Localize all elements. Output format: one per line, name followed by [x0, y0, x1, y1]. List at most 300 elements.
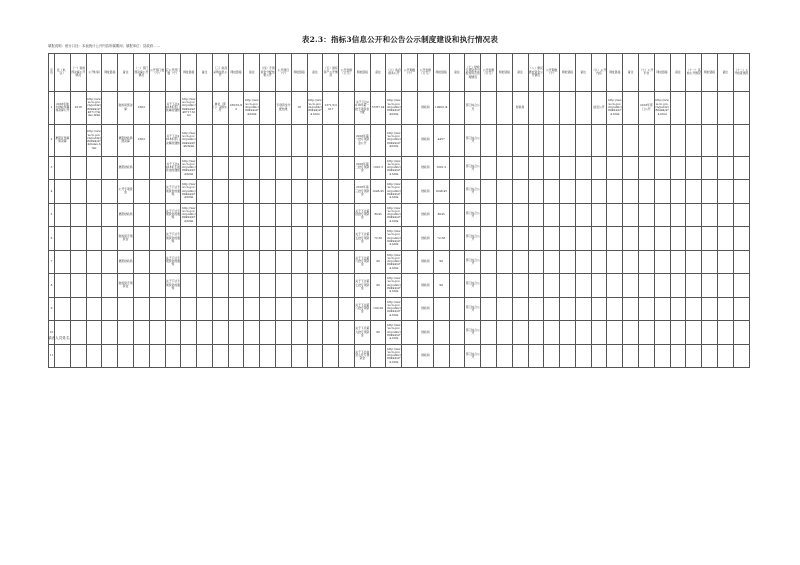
table-cell: 财政局 — [418, 344, 434, 368]
table-cell — [702, 91, 718, 124]
table-cell: 4457 — [433, 124, 449, 156]
table-cell — [638, 250, 654, 274]
table-cell — [323, 344, 339, 368]
table-cell: http://www.cn.gov.cn/public/80494/474.html — [386, 344, 402, 368]
column-header: （十一）其他公开情况 — [686, 54, 702, 92]
header-row — [49, 54, 750, 92]
table-cell: 72.36 — [370, 227, 386, 251]
table-cell: 1048.45 — [433, 180, 449, 204]
column-header: 公开金额（万元） — [418, 54, 434, 92]
table-cell — [481, 203, 497, 227]
table-cell — [496, 250, 512, 274]
table-cell: 部门综合公开 — [465, 156, 481, 180]
table-cell — [291, 180, 307, 204]
table-cell — [149, 180, 165, 204]
table-cell — [512, 274, 528, 298]
table-cell — [212, 321, 228, 345]
table-cell — [449, 297, 465, 321]
column-header: 备注 — [512, 54, 528, 92]
table-cell: http://www.cn.gov.cn/public/80494/474.html — [386, 250, 402, 274]
table-cell: 96 — [433, 250, 449, 274]
table-cell — [276, 250, 292, 274]
table-cell — [55, 203, 71, 227]
table-cell: 部门综合公开 — [465, 321, 481, 345]
table-cell: 专项资金分配结果 — [276, 91, 292, 124]
column-header: 公开金额（万元） — [339, 54, 355, 92]
table-cell: http://www.cn.gov.cn/public/80494/474.html — [307, 91, 323, 124]
table-cell — [244, 180, 260, 204]
table-cell — [623, 91, 639, 124]
table-cell — [339, 297, 355, 321]
table-cell: 财政局 — [418, 297, 434, 321]
table-cell — [291, 321, 307, 345]
table-cell — [496, 274, 512, 298]
table-cell — [181, 321, 197, 345]
table-cell — [291, 156, 307, 180]
table-cell — [339, 124, 355, 156]
table-cell — [260, 344, 276, 368]
table-cell: http://www.cn.gov.cn/public/80494/474.html — [386, 227, 402, 251]
table-cell — [102, 297, 118, 321]
table-cell: 部门综合公开 — [465, 203, 481, 227]
table-cell: 单位（部门）采购公开 — [212, 91, 228, 124]
table-cell — [496, 91, 512, 124]
table-cell: 11 — [49, 344, 55, 368]
table-cell — [702, 227, 718, 251]
table-cell — [339, 91, 355, 124]
table-cell: http://www.cn.gov.cn/public/80494/474/index.html — [86, 124, 102, 156]
table-cell: 4 — [49, 180, 55, 204]
table-cell: 部门综合公开 — [465, 250, 481, 274]
table-cell — [686, 321, 702, 345]
table-cell — [670, 227, 686, 251]
table-cell — [307, 203, 323, 227]
table-cell — [260, 227, 276, 251]
column-header: （五）国有资产公开情况 — [323, 54, 339, 92]
table-cell — [654, 156, 670, 180]
table-cell — [512, 203, 528, 227]
table-cell — [544, 124, 560, 156]
table-cell: 公开专项资金 — [118, 180, 134, 204]
table-cell — [623, 250, 639, 274]
table-cell: 关于下达第五批专项资金 — [354, 227, 370, 251]
table-cell: 财政局 — [418, 250, 434, 274]
table-cell: http://www.cn.gov.cn/public/80494/474/html — [181, 203, 197, 227]
table-cell — [623, 297, 639, 321]
table-cell — [291, 344, 307, 368]
table-cell — [402, 156, 418, 180]
table-cell — [591, 297, 607, 321]
table-cell: http://www.cn.gov.cn/public/80494/474.html — [386, 274, 402, 298]
table-cell — [623, 344, 639, 368]
table-cell — [149, 203, 165, 227]
table-cell — [702, 124, 718, 156]
table-cell — [686, 274, 702, 298]
table-cell: 关于下达2018年专项资金的通知 — [165, 156, 181, 180]
table-cell — [717, 124, 733, 156]
table-cell — [133, 250, 149, 274]
table-cell: 财政局 — [418, 180, 434, 204]
column-header: 备注 — [623, 54, 639, 92]
table-cell — [323, 156, 339, 180]
table-cell: http://www.cn.gov.cn/public/80494/474.html — [386, 180, 402, 204]
table-cell — [654, 203, 670, 227]
table-cell — [702, 250, 718, 274]
table-cell: 96 — [370, 321, 386, 345]
table-cell: 关于下达第四批专项资金 — [354, 203, 370, 227]
table-cell — [575, 91, 591, 124]
table-cell — [717, 344, 733, 368]
table-cell: http://www.cn.gov.cn/public/80494/474/html — [181, 156, 197, 180]
table-body — [49, 91, 750, 368]
table-cell — [291, 274, 307, 298]
table-cell — [244, 344, 260, 368]
table-cell — [149, 321, 165, 345]
table-cell — [481, 321, 497, 345]
table-cell — [512, 156, 528, 180]
table-cell: http://www.cn.gov.cn/public/80494/474/html — [386, 124, 402, 156]
table-cell — [575, 344, 591, 368]
table-cell: http://www.cn.gov.cn/public/80494/474.html — [386, 321, 402, 345]
table-cell — [165, 297, 181, 321]
table-row — [49, 156, 750, 180]
table-cell — [686, 227, 702, 251]
table-cell — [307, 250, 323, 274]
table-cell — [512, 297, 528, 321]
table-cell — [260, 274, 276, 298]
table-cell — [197, 250, 213, 274]
table-cell — [102, 227, 118, 251]
table-cell — [717, 250, 733, 274]
table-cell: 18 — [291, 91, 307, 124]
table-cell — [496, 180, 512, 204]
table-cell: 关于下达2018年部门决算的通知 — [165, 124, 181, 156]
table-cell — [702, 156, 718, 180]
table-cell — [402, 91, 418, 124]
table-cell — [433, 344, 449, 368]
table-cell — [260, 124, 276, 156]
column-header: 备注 — [307, 54, 323, 92]
table-cell — [197, 274, 213, 298]
table-cell — [118, 321, 134, 345]
table-cell — [654, 227, 670, 251]
table-cell — [197, 297, 213, 321]
table-cell: http://www.cn.gov.cn/public/80494/4746/html — [181, 124, 197, 156]
column-header: 网址链接 — [291, 54, 307, 92]
table-cell — [244, 124, 260, 156]
table-cell — [260, 180, 276, 204]
column-header: （七）财政专项资金分配使用及管理情况 — [465, 54, 481, 92]
table-cell — [339, 180, 355, 204]
table-cell — [544, 91, 560, 124]
table-cell — [276, 124, 292, 156]
table-cell — [670, 274, 686, 298]
table-cell — [197, 156, 213, 180]
table-cell: http://www.cn.gov.cn/public/80494/474/html — [244, 91, 260, 124]
table-cell — [733, 91, 749, 124]
column-header: 网址链接 — [354, 54, 370, 92]
table-cell — [244, 227, 260, 251]
table-cell — [702, 344, 718, 368]
table-cell — [260, 297, 276, 321]
table-cell: 财政局 — [418, 203, 434, 227]
table-cell — [528, 321, 544, 345]
table-cell — [591, 203, 607, 227]
table-cell — [102, 321, 118, 345]
table-cell — [623, 227, 639, 251]
table-cell — [102, 180, 118, 204]
column-header: （十）公开平台 — [638, 54, 654, 92]
table-cell — [133, 297, 149, 321]
column-header: （九）公开内容 — [591, 54, 607, 92]
table-cell — [86, 344, 102, 368]
table-cell — [133, 156, 149, 180]
table-cell — [670, 156, 686, 180]
table-cell: http://www.cn.gov.cn/public/80494/474.html — [386, 297, 402, 321]
table-cell — [670, 344, 686, 368]
table-cell — [512, 124, 528, 156]
table-cell — [702, 180, 718, 204]
table-cell — [702, 203, 718, 227]
table-cell: 部门综合公开 — [465, 227, 481, 251]
table-cell — [733, 203, 749, 227]
table-cell: 财政局 — [418, 91, 434, 124]
table-cell — [244, 274, 260, 298]
table-cell — [55, 297, 71, 321]
table-cell — [323, 297, 339, 321]
table-cell — [496, 344, 512, 368]
table-cell — [575, 274, 591, 298]
table-cell: 关于下达第七批专项资金 — [354, 274, 370, 298]
table-cell: http://www.cn.gov.cn/public/80494/4746717.html — [181, 91, 197, 124]
table-cell — [560, 274, 576, 298]
table-cell — [133, 227, 149, 251]
table-cell — [686, 156, 702, 180]
table-cell — [402, 297, 418, 321]
table-cell: 8045 — [433, 203, 449, 227]
table-cell — [339, 250, 355, 274]
table-cell — [402, 203, 418, 227]
table-cell: 1990/1/4 — [433, 91, 449, 124]
table-cell — [575, 297, 591, 321]
table-cell — [402, 321, 418, 345]
table-cell: 关于下达专项资金的通知 — [165, 180, 181, 204]
table-cell — [307, 227, 323, 251]
table-cell: 57/87.24 — [370, 91, 386, 124]
table-cell: 惠阳财政局 — [118, 203, 134, 227]
table-cell: http://www.cn.gov.cn/public/80494/474.html — [654, 91, 670, 124]
table-cell: 关于下达信息公开专项资金 — [354, 344, 370, 368]
table-cell — [70, 227, 86, 251]
table-cell — [544, 250, 560, 274]
table-cell — [70, 203, 86, 227]
table-cell: 财政局专项资金 — [118, 227, 134, 251]
table-cell — [228, 124, 244, 156]
table-cell — [55, 180, 71, 204]
table-cell — [686, 250, 702, 274]
table-cell — [560, 297, 576, 321]
table-cell — [228, 203, 244, 227]
table-cell — [591, 344, 607, 368]
table-cell — [55, 156, 71, 180]
table-cell — [133, 321, 149, 345]
table-cell — [133, 274, 149, 298]
table-cell — [623, 156, 639, 180]
table-cell — [449, 321, 465, 345]
column-header: （十二）公开检查情况 — [733, 54, 749, 92]
table-cell — [686, 297, 702, 321]
table-cell — [212, 227, 228, 251]
table-cell: 2018年第三批专项资金 — [354, 180, 370, 204]
fill-instructions: 填报说明：统计口径：本表统计公开内容所属期间；填报单位：县政府…… — [48, 44, 160, 48]
table-cell — [623, 124, 639, 156]
table-cell — [86, 297, 102, 321]
table-cell — [496, 297, 512, 321]
table-cell — [560, 344, 576, 368]
table-cell — [133, 344, 149, 368]
table-cell — [654, 274, 670, 298]
table-cell — [181, 344, 197, 368]
column-header: 网址链接 — [433, 54, 449, 92]
table-cell — [133, 203, 149, 227]
table-cell — [512, 344, 528, 368]
table-cell: 8045 — [370, 203, 386, 227]
table-cell — [528, 344, 544, 368]
table-cell — [197, 203, 213, 227]
document-title: 表2.3：指标3信息公开和公告公示制度建设和执行情况表 — [301, 35, 499, 44]
column-header: （四）专项资金分配结果公开 — [260, 54, 276, 92]
column-header: 公开时间 — [86, 54, 102, 92]
column-header: 网址链接 — [560, 54, 576, 92]
table-cell: http://www.cn.gov.cn/public/80494/474/html — [181, 180, 197, 204]
table-cell — [623, 180, 639, 204]
table-cell — [733, 344, 749, 368]
table-cell — [449, 227, 465, 251]
column-header: （三）政府采购信息公开 — [212, 54, 228, 92]
table-cell — [86, 227, 102, 251]
table-cell: 72.36 — [433, 227, 449, 251]
table-cell — [339, 227, 355, 251]
table-cell: 2303 — [133, 91, 149, 124]
table-row — [49, 344, 750, 368]
table-cell — [481, 297, 497, 321]
table-cell: 100.29 — [370, 297, 386, 321]
table-cell — [133, 180, 149, 204]
table-cell — [212, 203, 228, 227]
table-cell: 财政局 — [418, 156, 434, 180]
table-cell — [638, 203, 654, 227]
table-cell — [86, 274, 102, 298]
table-cell — [670, 180, 686, 204]
table-cell — [228, 344, 244, 368]
table-cell — [638, 124, 654, 156]
table-cell — [55, 227, 71, 251]
table-cell — [481, 124, 497, 156]
column-header: 公开期数（个） — [402, 54, 418, 92]
table-cell — [654, 321, 670, 345]
table-cell — [307, 124, 323, 156]
table-cell — [291, 203, 307, 227]
table-cell — [481, 156, 497, 180]
table-cell — [276, 156, 292, 180]
table-cell — [55, 274, 71, 298]
table-cell — [654, 250, 670, 274]
table-cell — [55, 250, 71, 274]
table-cell — [449, 274, 465, 298]
column-header: （一）财政预决算公开情况 — [70, 54, 86, 92]
table-cell — [260, 321, 276, 345]
column-header: （六）政府债务公开 — [386, 54, 402, 92]
table-cell — [181, 250, 197, 274]
table-cell — [528, 156, 544, 180]
disclosure-table — [48, 53, 750, 368]
table-cell — [623, 274, 639, 298]
table-cell — [197, 344, 213, 368]
table-cell — [228, 180, 244, 204]
table-cell — [623, 203, 639, 227]
table-cell — [86, 203, 102, 227]
column-header: 公开项目（个） — [276, 54, 292, 92]
table-cell — [512, 227, 528, 251]
table-cell — [291, 227, 307, 251]
table-cell — [481, 227, 497, 251]
table-row — [49, 180, 750, 204]
table-cell: http://www.cn.gov.cn/public/80494/4746717/index.html — [86, 91, 102, 124]
table-cell — [228, 156, 244, 180]
table-cell — [560, 156, 576, 180]
table-cell — [197, 227, 213, 251]
table-cell — [733, 227, 749, 251]
table-cell — [197, 91, 213, 124]
table-cell: 96 — [370, 250, 386, 274]
table-cell — [528, 274, 544, 298]
table-cell — [560, 250, 576, 274]
table-cell — [733, 274, 749, 298]
table-cell — [607, 203, 623, 227]
table-cell — [449, 203, 465, 227]
table-cell: 部门综合公开 — [465, 344, 481, 368]
table-cell — [607, 124, 623, 156]
table-cell: 惠阳财政局预决算 — [118, 124, 134, 156]
table-row — [49, 274, 750, 298]
table-cell — [544, 180, 560, 204]
table-cell: 5 — [49, 203, 55, 227]
table-cell — [118, 344, 134, 368]
table-cell — [575, 250, 591, 274]
preparer-note: 填表人员姓名： — [48, 336, 74, 340]
table-cell: 财政局 — [418, 227, 434, 251]
table-cell — [733, 156, 749, 180]
table-cell: 2303 — [133, 124, 149, 156]
table-cell — [544, 274, 560, 298]
table-cell: 财政局 — [418, 274, 434, 298]
table-cell — [607, 274, 623, 298]
table-cell — [702, 321, 718, 345]
table-cell — [323, 203, 339, 227]
table-cell — [512, 180, 528, 204]
table-cell — [560, 203, 576, 227]
table-cell — [228, 274, 244, 298]
table-cell — [496, 321, 512, 345]
table-cell — [481, 274, 497, 298]
table-cell — [149, 250, 165, 274]
table-cell — [402, 180, 418, 204]
table-cell — [197, 124, 213, 156]
table-cell — [528, 203, 544, 227]
table-cell — [733, 297, 749, 321]
table-cell — [670, 203, 686, 227]
column-header: 备注 — [197, 54, 213, 92]
